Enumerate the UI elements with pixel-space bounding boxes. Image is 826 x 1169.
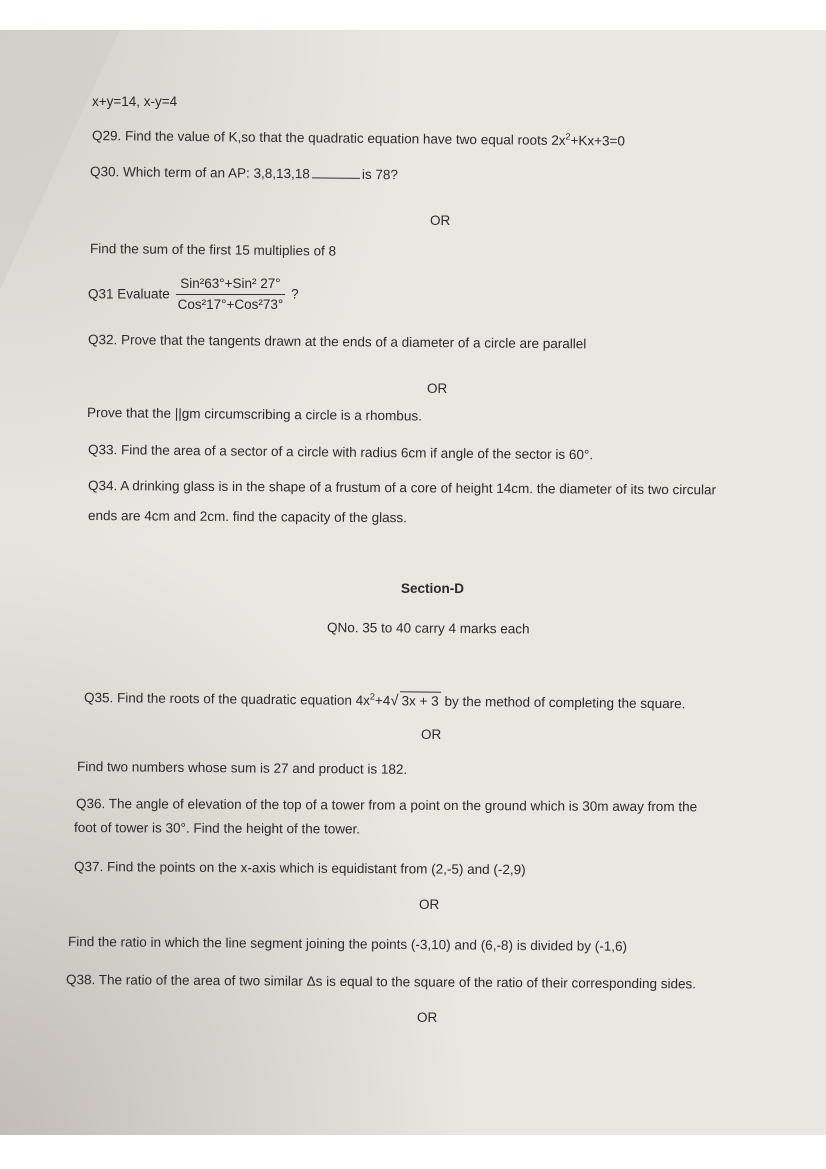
- equation-pair: x+y=14, x-y=4: [92, 94, 178, 109]
- or-separator: OR: [421, 727, 442, 742]
- section-note: QNo. 35 to 40 carry 4 marks each: [326, 620, 530, 637]
- question-38: Q38. The ratio of the area of two similar Δs is equal to the square of the ratio of their corresponding sides.: [65, 972, 697, 992]
- question-35-alternative: Find two numbers whose sum is 27 and product is 182.: [76, 759, 408, 777]
- fraction: $\frac{\text{Sin²63°+Sin² 27°}}{\text{Cos²17°+Cos²73°}}$: [177, 276, 284, 312]
- question-35: Q35. Find the roots of the quadratic equation $4x^2+4√$ 3x + 3 by the method of completing the square.: [83, 690, 686, 712]
- or-separator: OR: [430, 213, 451, 228]
- question-34-line-2: ends are 4cm and 2cm. find the capacity of the glass.: [87, 508, 407, 526]
- question-36-line-2: foot of tower is 30°. Find the height of the tower.: [73, 820, 361, 837]
- question-31: Q31 Evaluate $\frac{\text{Sin²63°+Sin² 27°}}{\text{Cos²17°+Cos²73°}}$ ?: [88, 276, 299, 312]
- question-37: Q37. Find the points on the x-axis which is equidistant from (2,-5) and (-2,9): [73, 859, 526, 878]
- question-32-alternative: Prove that the ||gm circumscribing a circle is a rhombus.: [86, 405, 422, 424]
- or-separator: OR: [427, 381, 448, 396]
- question-30-alternative: Find the sum of the first 15 multiplies of 8: [89, 241, 337, 259]
- question-36-line-1: Q36. The angle of elevation of the top of a tower from a point on the ground which is 30m away from the: [75, 796, 698, 815]
- question-29: Q29. Find the value of K,so that the quadratic equation have two equal roots $2x^2+Kx+3=0$: [91, 128, 626, 149]
- question-33: Q33. Find the area of a sector of a circle with radius 6cm if angle of the sector is 60°.: [87, 442, 594, 463]
- answer-blank: [312, 167, 360, 179]
- section-heading: Section-D: [401, 581, 465, 596]
- or-separator: OR: [417, 1010, 438, 1025]
- question-34-line-1: Q34. A drinking glass is in the shape of a frustum of a core of height 14cm. the diameter of its two circular: [87, 478, 717, 498]
- or-separator: OR: [419, 897, 440, 912]
- question-37-alternative: Find the ratio in which the line segment joining the points (-3,10) and (6,-8) is divided by (-1,6): [67, 934, 628, 954]
- question-32: Q32. Prove that the tangents drawn at the ends of a diameter of a circle are parallel: [87, 332, 587, 352]
- question-30: Q30. Which term of an AP: 3,8,13,18 is 78?: [89, 164, 398, 183]
